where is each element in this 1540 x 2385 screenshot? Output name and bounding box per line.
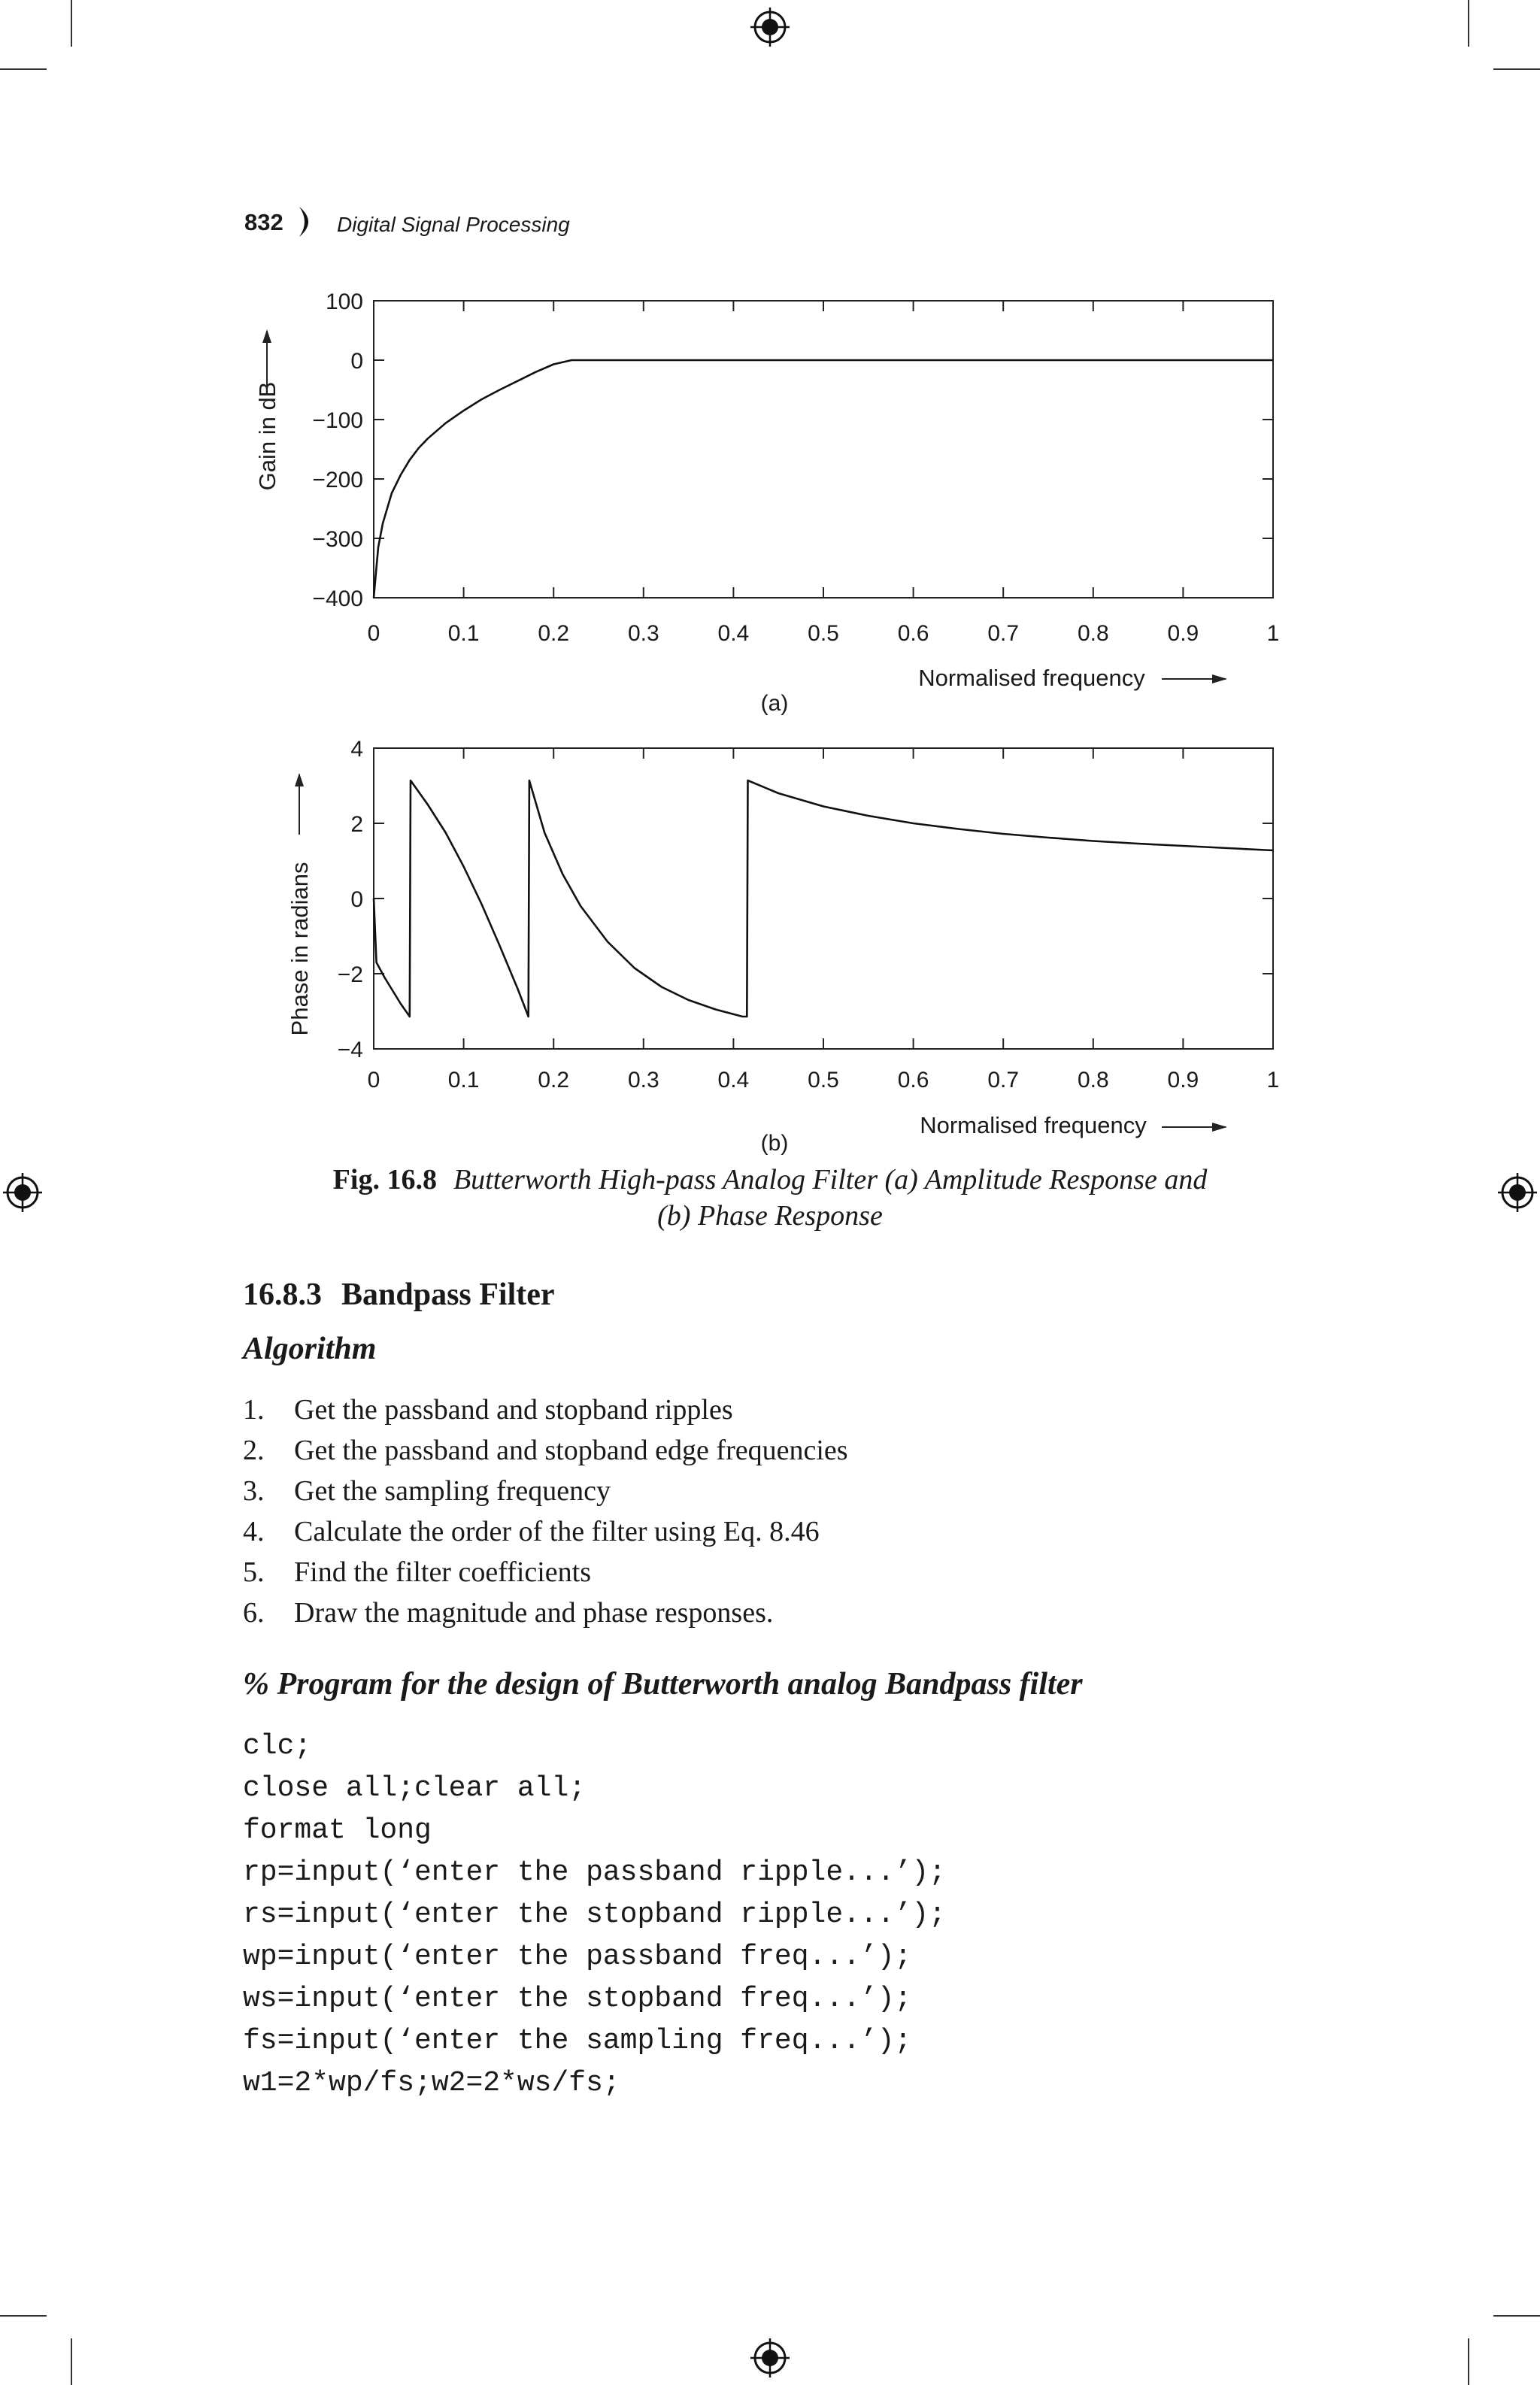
x-tick-label: 0.1 — [447, 621, 480, 646]
code-line: fs=input(‘enter the sampling freq...’); — [243, 2025, 912, 2057]
running-title: Digital Signal Processing — [337, 213, 570, 236]
section-title: Bandpass Filter — [341, 1277, 555, 1312]
figure-label: Fig. 16.8 — [332, 1164, 437, 1196]
x-tick-label: 0.7 — [987, 1068, 1020, 1092]
y-tick-label: 0 — [350, 349, 363, 374]
y-tick-label: −100 — [312, 408, 363, 433]
x-tick-label: 1 — [1266, 621, 1280, 646]
algorithm-heading: Algorithm — [243, 1332, 377, 1366]
algorithm-steps — [243, 1389, 848, 1633]
y-tick-label: 0 — [350, 887, 363, 912]
x-tick-label: 0.7 — [987, 621, 1020, 646]
x-tick-label: 0.4 — [717, 1068, 750, 1092]
x-tick-label: 0.6 — [897, 1068, 929, 1092]
x-tick-label: 0.9 — [1167, 621, 1199, 646]
y-tick-label: 4 — [350, 737, 363, 762]
code-line: close all;clear all; — [243, 1772, 587, 1805]
x-tick-label: 0.2 — [538, 1068, 570, 1092]
page-number: 832 — [244, 209, 283, 235]
list-item: 1. Get the passband and stopband ripples — [243, 1394, 733, 1426]
x-tick-label: 0.3 — [627, 1068, 659, 1092]
code-line: format long — [243, 1814, 432, 1847]
panel-label: (b) — [760, 1131, 789, 1156]
code-listing — [243, 1726, 946, 2105]
y-axis-arrow-icon — [295, 773, 304, 786]
y-tick-label: −400 — [312, 586, 363, 611]
caption-line-2: (b) Phase Response — [657, 1200, 883, 1232]
code-line: wp=input(‘enter the passband freq...’); — [243, 1941, 912, 1973]
y-tick-label: −2 — [337, 962, 363, 987]
x-tick-label: 0.5 — [808, 621, 839, 646]
x-tick-label: 0.9 — [1167, 1068, 1199, 1092]
section-heading — [243, 1277, 555, 1313]
caption-line-1: Butterworth High-pass Analog Filter (a) Amplitude Response and — [453, 1164, 1208, 1196]
x-tick-label: 0.4 — [717, 621, 750, 646]
code-line: clc; — [243, 1730, 312, 1762]
x-tick-label: 0.8 — [1077, 621, 1109, 646]
plot-frame — [374, 748, 1273, 1049]
figure-caption — [226, 1162, 1314, 1234]
x-tick-label: 0.1 — [447, 1068, 480, 1092]
section-number: 16.8.3 — [243, 1277, 322, 1312]
phase-response-chart — [0, 0, 1540, 1158]
y-tick-label: −200 — [312, 468, 363, 492]
panel-label: (a) — [760, 691, 789, 716]
x-tick-label: 1 — [1266, 1068, 1280, 1092]
list-item: 4. Calculate the order of the filter using Eq. 8.46 — [243, 1516, 820, 1547]
series-line — [374, 780, 1273, 1017]
x-tick-label: 0 — [367, 1068, 380, 1092]
list-item: 6. Draw the magnitude and phase responses. — [243, 1597, 774, 1629]
x-tick-label: 0.8 — [1077, 1068, 1109, 1092]
y-axis-label: Phase in radians — [286, 862, 313, 1036]
x-axis-label: Normalised frequency — [918, 665, 1145, 691]
x-tick-label: 0 — [367, 621, 380, 646]
x-tick-label: 0.5 — [808, 1068, 839, 1092]
code-line: w1=2*wp/fs;w2=2*ws/fs; — [243, 2067, 620, 2099]
y-tick-label: −4 — [337, 1038, 363, 1062]
y-tick-label: −300 — [312, 527, 363, 552]
registration-mark-icon — [2, 1171, 44, 1214]
x-tick-label: 0.2 — [538, 621, 570, 646]
x-axis-label: Normalised frequency — [920, 1112, 1147, 1138]
y-tick-label: 2 — [350, 812, 363, 837]
x-axis-arrow-icon — [1212, 1123, 1227, 1132]
program-heading: % Program for the design of Butterworth analog Bandpass filter — [243, 1667, 1083, 1702]
x-tick-label: 0.3 — [627, 621, 659, 646]
registration-mark-icon — [1496, 1171, 1538, 1214]
code-line: rs=input(‘enter the stopband ripple...’); — [243, 1899, 946, 1931]
code-line: rp=input(‘enter the passband ripple...’); — [243, 1856, 946, 1889]
x-tick-label: 0.6 — [897, 621, 929, 646]
list-item: 3. Get the sampling frequency — [243, 1475, 611, 1507]
y-tick-label: 100 — [325, 289, 363, 314]
registration-mark-icon — [749, 2337, 791, 2379]
y-axis-label: Gain in dB — [254, 381, 280, 491]
code-line: ws=input(‘enter the stopband freq...’); — [243, 1983, 912, 2015]
list-item: 5. Find the filter coefficients — [243, 1556, 592, 1588]
list-item: 2. Get the passband and stopband edge frequencies — [243, 1435, 848, 1466]
